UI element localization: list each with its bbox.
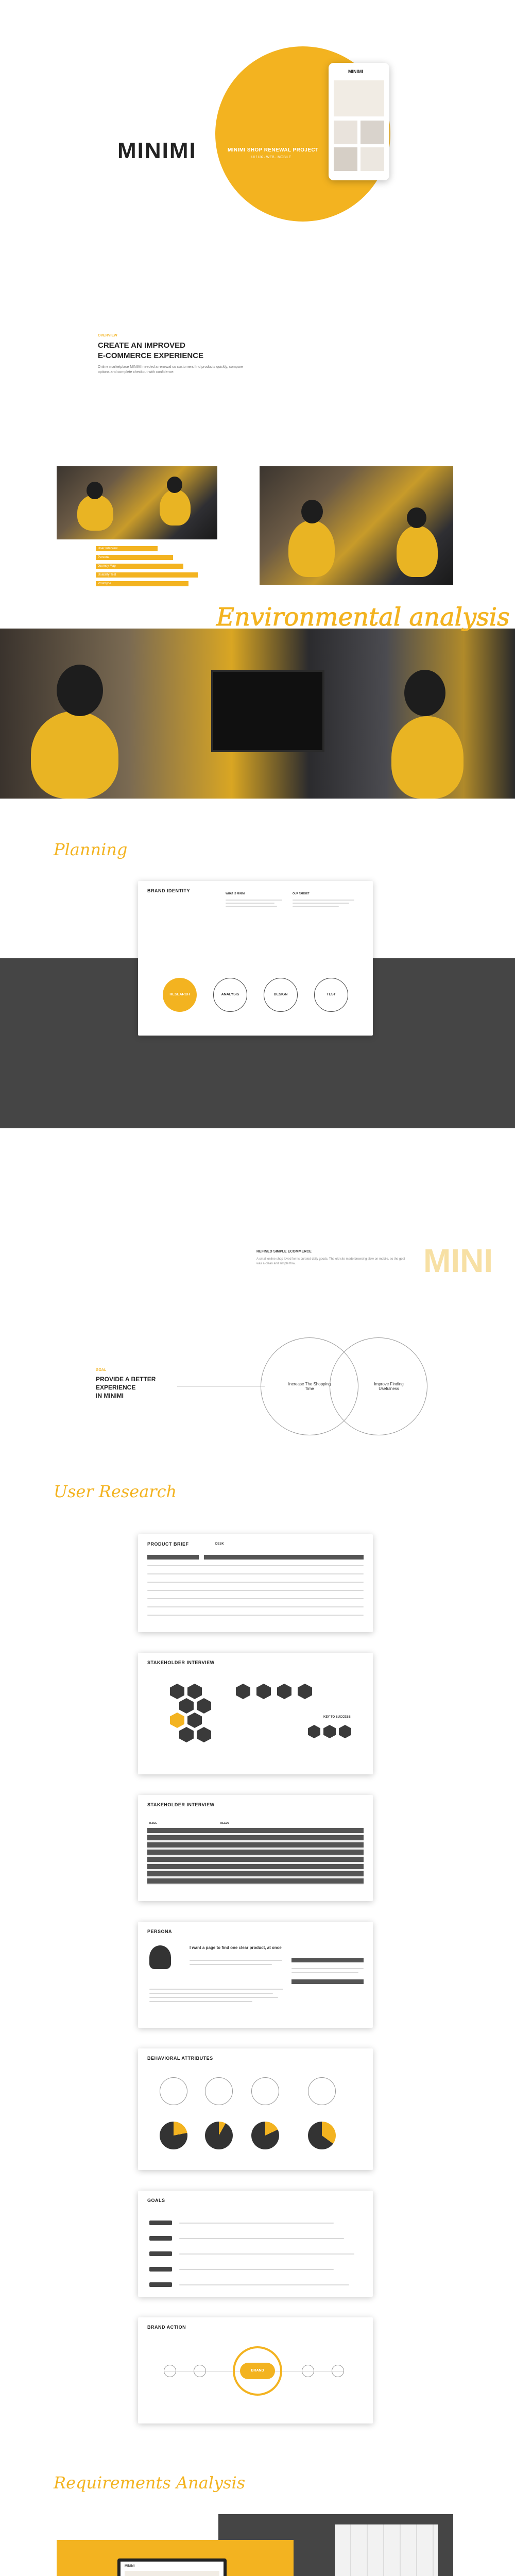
brand-title: MINIMI xyxy=(117,138,197,163)
user-research-title: User Research xyxy=(54,1482,177,1501)
persona-line xyxy=(149,1997,278,1998)
mini-watermark: MINI xyxy=(423,1242,493,1279)
stakeholder-hexagon xyxy=(197,1698,211,1714)
requirements-laptop xyxy=(117,2558,227,2576)
stakeholder-hexagon xyxy=(170,1684,184,1699)
team-tag-4: Usability Test xyxy=(96,572,198,578)
requirements-title: Requirements Analysis xyxy=(54,2473,246,2493)
team-member-figure xyxy=(77,495,113,531)
brief-header-bar xyxy=(147,1555,199,1560)
behavior-circle xyxy=(251,2077,279,2105)
stakeholder-hexagon xyxy=(308,1725,320,1738)
brand-action-node xyxy=(194,2365,206,2377)
persona-quote: I want a page to find one clear product, at once xyxy=(190,1945,282,1950)
brand-action-node xyxy=(164,2365,176,2377)
behavioral-title: BEHAVIORAL ATTRIBUTES xyxy=(147,2056,213,2061)
hero-phone xyxy=(329,63,389,180)
behavioral-card xyxy=(138,2048,373,2170)
goal-line xyxy=(179,2269,334,2270)
planning-step-test: TEST xyxy=(314,978,348,1012)
brand-action-node xyxy=(302,2365,314,2377)
env-member-figure xyxy=(391,716,464,799)
hero-subcaption: UI / UX · WEB · MOBILE xyxy=(251,156,291,159)
laptop-logo: MINIMI xyxy=(125,2565,135,2568)
intro-body: Online marketplace MINIMI needed a renewal so customers find products quickly, compare options and complete checkout with confidence. xyxy=(98,365,243,374)
hero-caption: MINIMI SHOP RENEWAL PROJECT xyxy=(228,147,319,153)
stakeholder2-col2: NEEDS xyxy=(220,1822,230,1825)
goal-circle-2 xyxy=(330,1337,427,1435)
intro-heading-1: CREATE AN IMPROVED xyxy=(98,341,186,350)
planning-text-line xyxy=(293,903,349,904)
planning-col2: OUR TARGET xyxy=(293,892,310,895)
behavior-pie xyxy=(308,2122,336,2149)
persona-avatar-icon xyxy=(149,1945,171,1969)
goal-line xyxy=(179,2253,354,2255)
phone-product-1 xyxy=(334,121,357,144)
persona-line xyxy=(190,1964,272,1965)
goal-line xyxy=(179,2238,344,2239)
persona-bar xyxy=(291,1958,364,1962)
env-member-figure xyxy=(31,711,118,799)
goal-eyebrow: GOAL xyxy=(96,1368,107,1372)
stakeholder-card-2 xyxy=(138,1795,373,1901)
stakeholder-hexagon xyxy=(323,1725,336,1738)
goal-line-2: EXPERIENCE xyxy=(96,1384,136,1391)
team-member-head xyxy=(301,500,323,523)
goal-line xyxy=(179,2284,349,2285)
phone-logo: MINIMI xyxy=(348,69,363,74)
environment-monitor xyxy=(211,670,324,752)
mini-heading: REFINED SIMPLE ECOMMERCE xyxy=(256,1250,312,1253)
brief-row-line xyxy=(147,1590,364,1591)
persona-title: PERSONA xyxy=(147,1929,173,1934)
brand-action-card xyxy=(138,2317,373,2424)
planning-text-line xyxy=(226,906,277,907)
planning-step-research: RESEARCH xyxy=(163,978,197,1012)
persona-card xyxy=(138,1922,373,2028)
goal-pill xyxy=(149,2282,172,2287)
behavior-pie xyxy=(205,2122,233,2149)
brief-row-line xyxy=(147,1606,364,1607)
team-member-head xyxy=(407,507,426,528)
behavior-pie xyxy=(160,2122,187,2149)
planning-text-line xyxy=(293,900,354,901)
behavior-circle xyxy=(205,2077,233,2105)
phone-banner xyxy=(334,80,384,116)
planning-col1: WHAT IS MINIMI xyxy=(226,892,246,895)
team-tag-5: Prototype xyxy=(96,581,188,586)
planning-step-design: DESIGN xyxy=(264,978,298,1012)
brand-action-center: BRAND xyxy=(240,2363,275,2379)
brief-header-bar xyxy=(204,1555,364,1560)
brand-action-title: BRAND ACTION xyxy=(147,2325,186,2330)
team-member-figure xyxy=(160,489,191,526)
planning-card xyxy=(138,881,373,1036)
goal-line-3: IN MINIMI xyxy=(96,1392,124,1399)
persona-line xyxy=(190,1960,282,1961)
brand-action-node xyxy=(332,2365,344,2377)
team-member-head xyxy=(87,482,103,499)
mini-body: A small online shop loved for its curated daily goods. The old site made browsing slow on mobile, so the goal was a clean and simple flow. xyxy=(256,1258,405,1265)
persona-line xyxy=(149,1989,283,1990)
stakeholder2-table xyxy=(147,1828,364,1885)
product-brief-card xyxy=(138,1534,373,1632)
requirements-flow-board xyxy=(335,2524,438,2576)
stakeholder-hexagon xyxy=(277,1684,291,1699)
planning-text-line xyxy=(226,903,274,904)
persona-line xyxy=(149,1993,273,1994)
brief-row-line xyxy=(147,1573,364,1574)
stakeholder-hexagon xyxy=(197,1727,211,1742)
persona-bar xyxy=(291,1979,364,1984)
environment-title: Environmental analysis xyxy=(216,603,510,632)
stakeholder-hexagon xyxy=(339,1725,351,1738)
goal-pill xyxy=(149,2251,172,2256)
stakeholder-hexagon xyxy=(179,1727,194,1742)
goal-pill xyxy=(149,2221,172,2225)
planning-text-line xyxy=(293,906,339,907)
intro-heading-2: E-COMMERCE EXPERIENCE xyxy=(98,351,204,360)
env-member-head xyxy=(404,670,445,716)
behavior-circle xyxy=(308,2077,336,2105)
intro-eyebrow: OVERVIEW xyxy=(98,334,117,337)
brief-row-line xyxy=(147,1565,364,1566)
team-tag-3: Journey Map xyxy=(96,564,183,569)
stakeholder-hexagon xyxy=(236,1684,250,1699)
team-member-head xyxy=(167,477,182,493)
goal-circle-1-label: Increase The Shopping Time xyxy=(288,1382,331,1391)
stakeholder-hexagon xyxy=(298,1684,312,1699)
persona-line xyxy=(149,2001,252,2002)
brief-row-line xyxy=(147,1615,364,1616)
goal-line-1: PROVIDE A BETTER xyxy=(96,1376,156,1383)
behavior-pie xyxy=(251,2122,279,2149)
team-member-figure xyxy=(397,526,438,577)
phone-product-2 xyxy=(360,121,384,144)
planning-text-line xyxy=(226,900,282,901)
laptop-banner xyxy=(125,2571,219,2576)
planning-card-title: BRAND IDENTITY xyxy=(147,888,190,893)
goals-title: GOALS xyxy=(147,2198,165,2203)
product-brief-title: PRODUCT BRIEF xyxy=(147,1541,189,1547)
stakeholder2-title: STAKEHOLDER INTERVIEW xyxy=(147,1802,215,1807)
planning-title: Planning xyxy=(54,840,128,859)
env-member-head xyxy=(57,665,103,716)
goal-line xyxy=(179,2223,334,2224)
phone-product-4 xyxy=(360,147,384,171)
persona-line xyxy=(291,1968,364,1969)
goal-pill xyxy=(149,2267,172,2272)
stakeholder-hexagon xyxy=(187,1684,202,1699)
stakeholder2-col1: ISSUE xyxy=(149,1822,158,1825)
brief-row-line xyxy=(147,1598,364,1599)
planning-step-analysis: ANALYSIS xyxy=(213,978,247,1012)
stakeholder-card xyxy=(138,1653,373,1774)
brief-row-line xyxy=(147,1582,364,1583)
goals-card xyxy=(138,2191,373,2297)
behavior-circle xyxy=(160,2077,187,2105)
stakeholder-hexagon xyxy=(256,1684,271,1699)
goal-circle-2-label: Improve Finding Usefulness xyxy=(374,1382,404,1391)
persona-line xyxy=(291,1972,358,1973)
stakeholder-hexagon xyxy=(170,1713,184,1728)
stakeholder-hexagon xyxy=(187,1713,202,1728)
product-brief-sub: DESK xyxy=(215,1543,224,1546)
team-member-figure xyxy=(288,520,335,577)
team-tag-1: User Interview xyxy=(96,546,158,551)
phone-product-3 xyxy=(334,147,357,171)
stakeholder-key: KEY TO SUCCESS xyxy=(323,1716,351,1719)
team-tag-2: Persona xyxy=(96,555,173,560)
stakeholder-hexagon xyxy=(179,1698,194,1714)
stakeholder-title: STAKEHOLDER INTERVIEW xyxy=(147,1660,215,1665)
goal-pill xyxy=(149,2236,172,2241)
